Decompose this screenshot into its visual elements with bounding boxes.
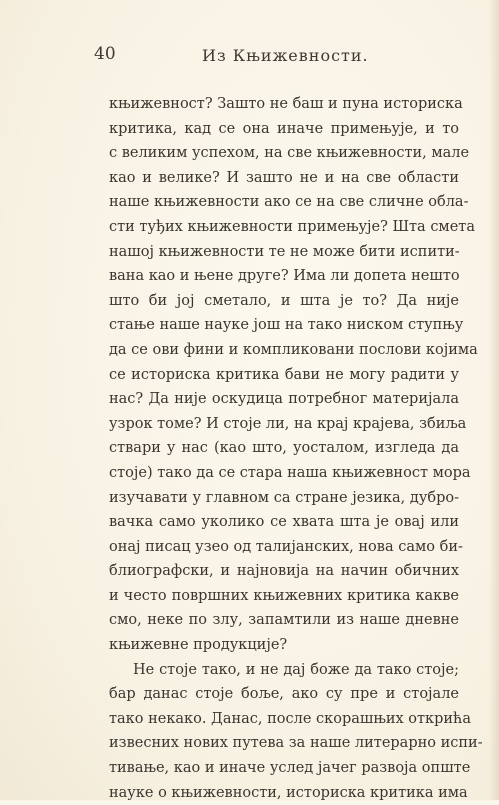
text-line: наше књижевности ако се на све сличне обла- — [109, 194, 469, 211]
text-line: узрок томе? И стоје ли, на крај крајева, збиља — [109, 415, 467, 432]
text-line: нашој књижевности те не може бити испити- — [109, 243, 460, 260]
paragraph-last-line: књижевне продукције? — [109, 637, 288, 654]
text-line: изучавати у главном са стране језика, дубро- — [109, 489, 459, 506]
text-line: вачка само уколико се хвата шта је овај или — [109, 514, 459, 531]
text-line: бар данас стоје боље, ако су пре и стојале — [109, 686, 459, 703]
text-line: науке о књижевности, историска критика има — [109, 784, 468, 801]
page-header — [94, 44, 454, 70]
text-line: се историска критика бави не могу радити у — [109, 366, 459, 383]
text-line: онај писац узео од талијанских, нова само би- — [109, 538, 463, 555]
text-line: тако некако. Данас, после скорашњих открића — [109, 710, 472, 727]
text-line: стоје) тако да се стара наша књижевност мора — [109, 464, 471, 481]
text-line: тивање, као и иначе услед јачег развоја опште — [109, 760, 471, 777]
text-line: критика, кад се она иначе примењује, и то — [109, 120, 459, 137]
text-line: као и велике? И зашто не и на све области — [109, 169, 459, 186]
text-line: вана као и њене друге? Има ли допета нешто — [109, 268, 460, 285]
text-line: да се ови фини и компликовани послови којима — [109, 341, 478, 358]
text-line: књижевност? Зашто не баш и пуна историска — [109, 96, 463, 112]
text-line: блиографски, и најновија на начин обичних — [109, 563, 459, 580]
page-edge-shadow — [489, 0, 499, 800]
text-line: с великим успехом, на све књижевности, мале — [109, 145, 470, 162]
text-line: ствари у нас (као што, уосталом, изгледа да — [109, 440, 459, 457]
paragraph-first-line: Не стоје тако, и не дај боже да тако стоје; — [133, 661, 459, 678]
page-number: 40 — [94, 44, 116, 64]
running-title: Из Књижевности. — [202, 46, 369, 65]
text-line: и често површних књижевних критика какве — [109, 587, 459, 604]
text-line: стање наше науке још на тако ниском ступњу — [109, 317, 464, 334]
text-line: што би јој сметало, и шта је то? Да није — [109, 292, 459, 309]
text-line: извесних нових путева за наше литерарно испи- — [109, 735, 483, 752]
body-text — [109, 92, 483, 805]
text-line: нас? Да није оскудица потребног материјала — [109, 391, 459, 408]
text-line: смо, неке по злу, запамтили из наше дневне — [109, 612, 459, 629]
text-line: сти туђих књижевности примењује? Шта смета — [109, 218, 475, 235]
